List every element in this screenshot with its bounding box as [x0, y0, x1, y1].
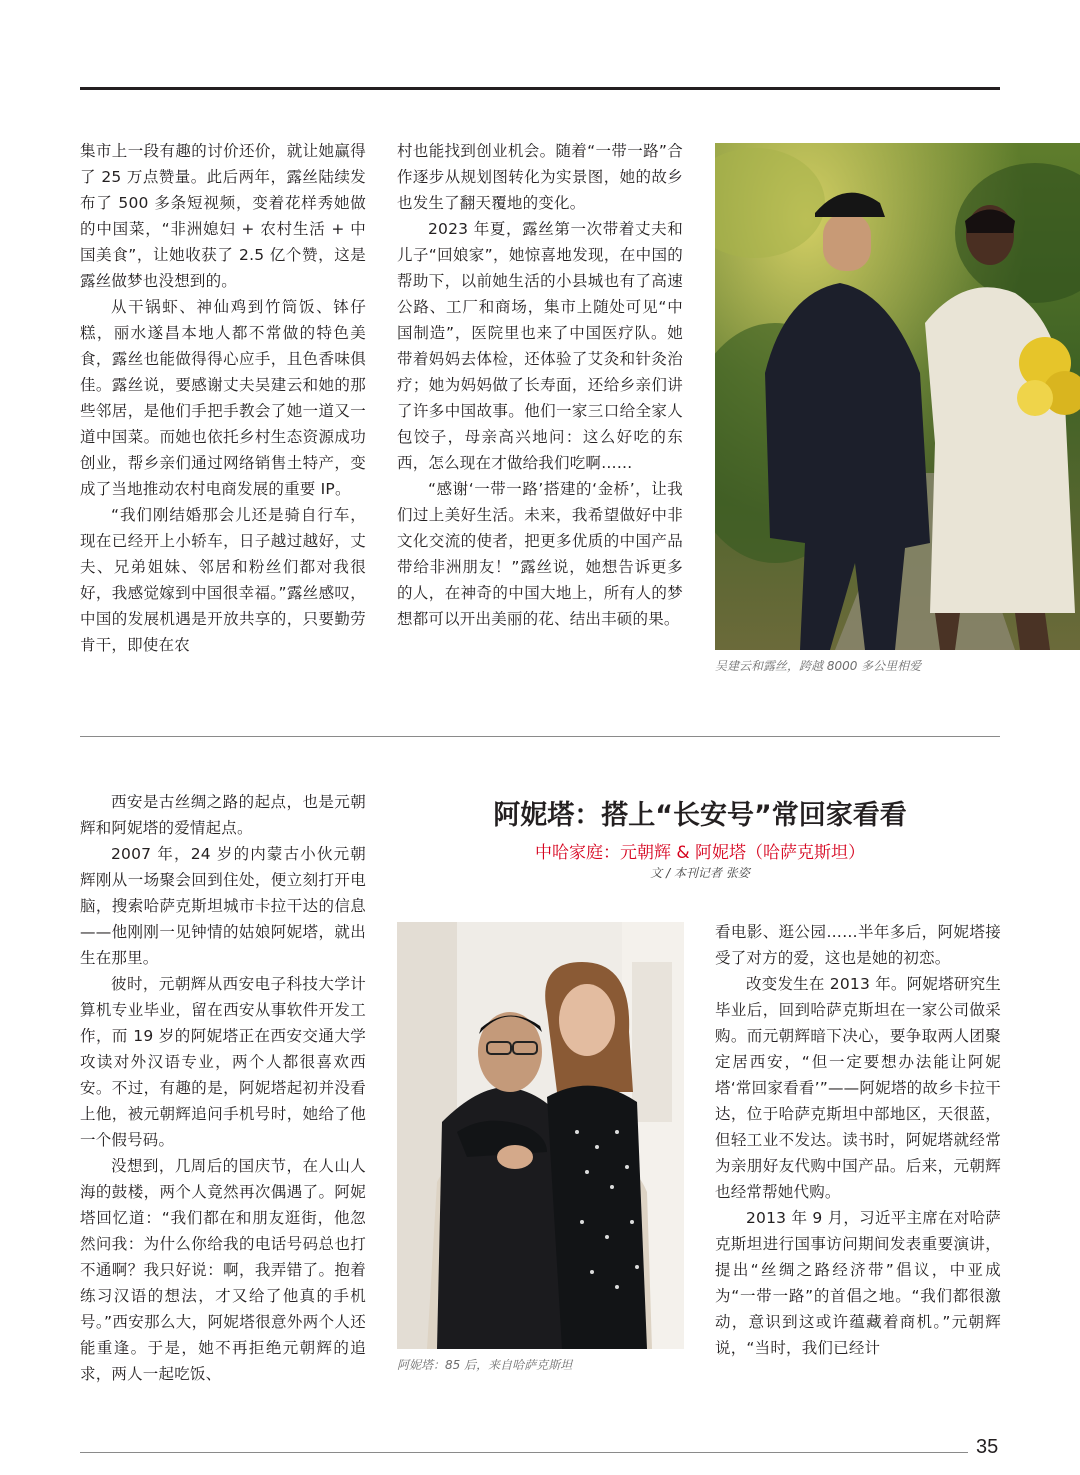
paragraph: 从干锅虾、神仙鸡到竹筒饭、钵仔糕，丽水遂昌本地人都不常做的特色美食，露丝也能做得得心应手，且色香味俱佳。露丝说，要感谢丈夫吴建云和她的那些邻居，是他们手把手教会了她一道又一道中国菜。而她也依托乡村生态资源成功创业，帮乡亲们通过网络销售土特产，变成了当地推动农村电商发展的重要 IP。: [80, 298, 366, 498]
photo-illustration: [715, 143, 1080, 650]
photo-caption: 吴建云和露丝，跨越 8000 多公里相爱: [715, 659, 922, 673]
story2-column-3: [715, 919, 1001, 1361]
article-subtitle: 中哈家庭：元朝辉 & 阿妮塔（哈萨克斯坦）: [534, 843, 866, 863]
paragraph: 2013 年 9 月，习近平主席在对哈萨克斯坦进行国事访问期间发表重要演讲，提出“丝绸之路经济带”倡议，中亚成为“一带一路”的首倡之地。“我们都很激动，意识到这或许蕴藏着商机。”元朝辉说，“当时，我们已经计: [715, 1209, 1001, 1357]
paragraph: 改变发生在 2013 年。阿妮塔研究生毕业后，回到哈萨克斯坦在一家公司做采购。而元朝辉暗下决心，要争取两人团聚定居西安，“但一定要想办法能让阿妮塔‘常回家看看’”——阿妮塔的故乡卡拉干达，位于哈萨克斯坦中部地区，天很蓝，但轻工业不发达。读书时，阿妮塔就经常为亲朋好友代购中国产品。后来，元朝辉也经常帮她代购。: [715, 975, 1001, 1201]
couple-photo-yuan-chaohui-and-anita: [397, 922, 684, 1349]
story1-column-1: [80, 138, 366, 658]
photo-illustration: [397, 922, 684, 1349]
paragraph: 彼时，元朝辉从西安电子科技大学计算机专业毕业，留在西安从事软件开发工作，而 19 岁的阿妮塔正在西安交通大学攻读对外汉语专业，两个人都很喜欢西安。不过，有趣的是，阿妮塔起初并没看上他，被元朝辉追问手机号时，她给了他一个假号码。: [80, 975, 366, 1149]
story2-column-1: [80, 789, 366, 1387]
paragraph: “我们刚结婚那会儿还是骑自行车，现在已经开上小轿车，日子越过越好，丈夫、兄弟姐妹、邻居和粉丝们都对我很好，我感觉嫁到中国很幸福。”露丝感叹，中国的发展机遇是开放共享的，只要勤劳肯干，即使在农: [80, 506, 366, 654]
page-number: 35: [976, 1436, 999, 1458]
couple-photo-wu-jianyun-and-rose: [715, 143, 1080, 650]
story1-column-2: [397, 138, 683, 632]
paragraph: 2007 年，24 岁的内蒙古小伙元朝辉刚从一场聚会回到住处，便立刻打开电脑，搜索哈萨克斯坦城市卡拉干达的信息——他刚刚一见钟情的姑娘阿妮塔，就出生在那里。: [80, 845, 366, 967]
paragraph: 村也能找到创业机会。随着“一带一路”合作逐步从规划图转化为实景图，她的故乡也发生了翻天覆地的变化。: [397, 142, 683, 212]
footer-rule: [80, 1452, 968, 1453]
paragraph: 看电影、逛公园……半年多后，阿妮塔接受了对方的爱，这也是她的初恋。: [715, 923, 1001, 967]
photo-caption: 阿妮塔：85 后，来自哈萨克斯坦: [397, 1358, 573, 1372]
paragraph: “感谢‘一带一路’搭建的‘金桥’，让我们过上美好生活。未来，我希望做好中非文化交流的使者，把更多优质的中国产品带给非洲朋友！”露丝说，她想告诉更多的人，在神奇的中国大地上，所有人的梦想都可以开出美丽的花、结出丰硕的果。: [397, 480, 683, 628]
article-byline: 文 / 本刊记者 张姿: [650, 866, 750, 880]
section-divider: [80, 736, 1000, 737]
paragraph: 没想到，几周后的国庆节，在人山人海的鼓楼，两个人竟然再次偶遇了。阿妮塔回忆道：“我们都在和朋友逛街，他忽然问我：为什么你给我的电话号码总也打不通啊？我只好说：啊，我弄错了。抱着练习汉语的想法，才又给了他真的手机号。”西安那么大，阿妮塔很意外两个人还能重逢。于是，她不再拒绝元朝辉的追求，两人一起吃饭、: [80, 1157, 366, 1383]
article-title: 阿妮塔：搭上“长安号”常回家看看: [493, 800, 907, 831]
top-rule: [80, 87, 1000, 90]
paragraph: 2023 年夏，露丝第一次带着丈夫和儿子“回娘家”，她惊喜地发现，在中国的帮助下，以前她生活的小县城也有了高速公路、工厂和商场，集市上随处可见“中国制造”，医院里也来了中国医疗队。她带着妈妈去体检，还体验了艾灸和针灸治疗；她为妈妈做了长寿面，还给乡亲们讲了许多中国故事。他们一家三口给全家人包饺子，母亲高兴地问：这么好吃的东西，怎么现在才做给我们吃啊……: [397, 220, 683, 472]
paragraph: 西安是古丝绸之路的起点，也是元朝辉和阿妮塔的爱情起点。: [80, 793, 366, 837]
paragraph: 集市上一段有趣的讨价还价，就让她赢得了 25 万点赞量。此后两年，露丝陆续发布了 500 多条短视频，变着花样秀她做的中国菜，“非洲媳妇 + 农村生活 + 中国美食”，让她收获了 2.5 亿个赞，这是露丝做梦也没想到的。: [80, 142, 366, 290]
